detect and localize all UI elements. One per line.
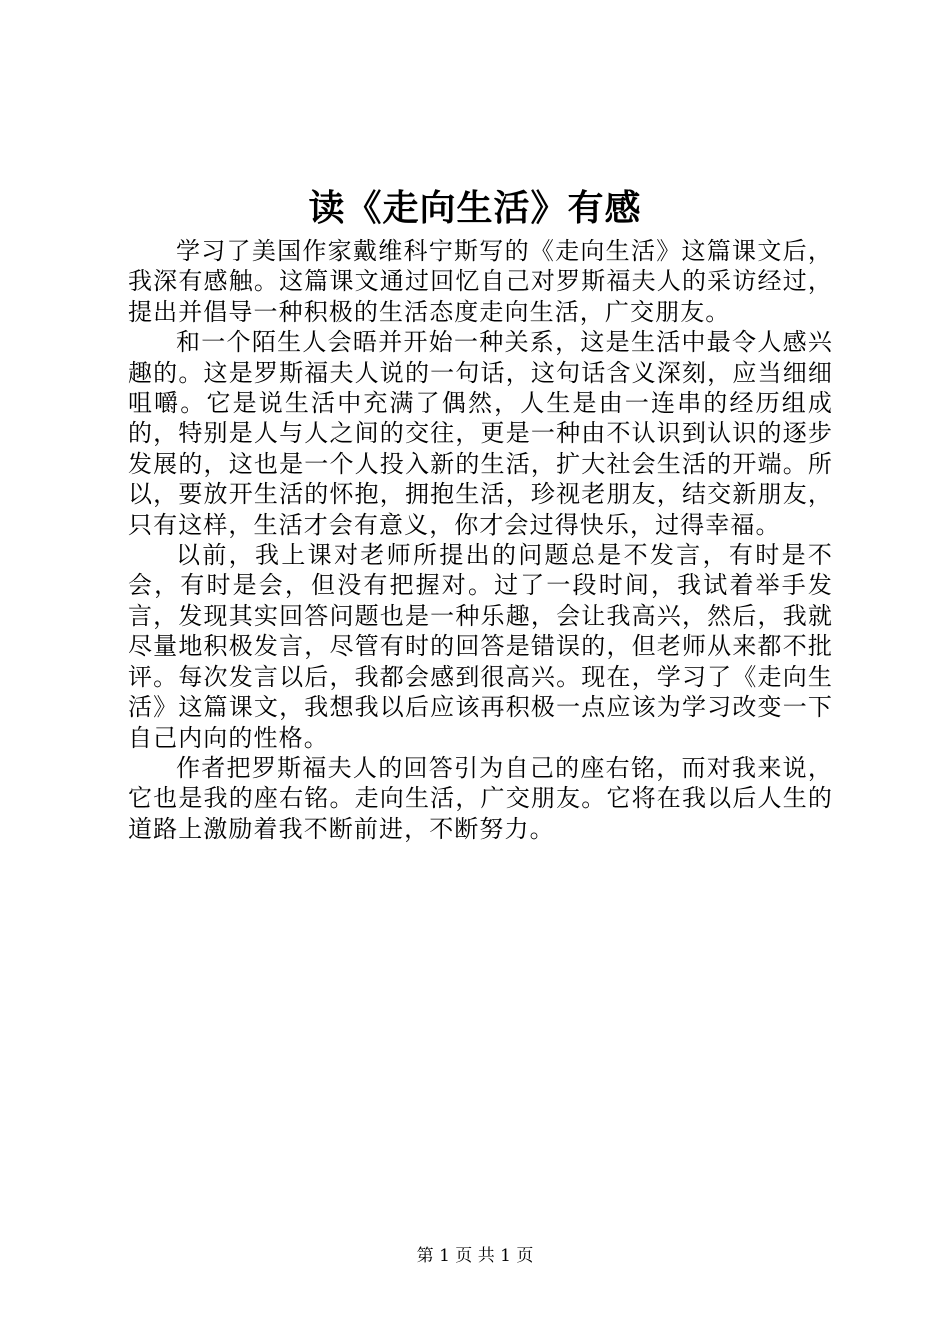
paragraph-3: 以前，我上课对老师所提出的问题总是不发言，有时是不会，有时是会，但没有把握对。过了一段时间，我试着举手发言，发现其实回答问题也是一种乐趣，会让我高兴，然后，我就尽量地积极发言，尽管有时的回答是错误的，但老师从来都不批评。每次发言以后，我都会感到很高兴。现在，学习了《走向生活》这篇课文，我想我以后应该再积极一点应该为学习改变一下自己内向的性格。 <box>128 541 833 752</box>
paragraph-2: 和一个陌生人会晤并开始一种关系，这是生活中最令人感兴趣的。这是罗斯福夫人说的一句话，这句话含义深刻，应当细细咀嚼。它是说生活中充满了偶然，人生是由一连串的经历组成的，特别是人与人之间的交往，更是一种由不认识到认识的逐步发展的，这也是一个人投入新的生活，扩大社会生活的开端。所以，要放开生活的怀抱，拥抱生活，珍视老朋友，结交新朋友，只有这样，生活才会有意义，你才会过得快乐，过得幸福。 <box>128 328 833 539</box>
document-body <box>128 236 833 844</box>
document-title: 读《走向生活》有感 <box>308 187 642 229</box>
paragraph-1: 学习了美国作家戴维科宁斯写的《走向生活》这篇课文后，我深有感触。这篇课文通过回忆自己对罗斯福夫人的采访经过，提出并倡导一种积极的生活态度走向生活，广交朋友。 <box>128 237 833 326</box>
page-number-footer: 第 1 页 共 1 页 <box>416 1246 534 1266</box>
paragraph-4: 作者把罗斯福夫人的回答引为自己的座右铭，而对我来说，它也是我的座右铭。走向生活，广交朋友。它将在我以后人生的道路上激励着我不断前进，不断努力。 <box>128 753 833 843</box>
